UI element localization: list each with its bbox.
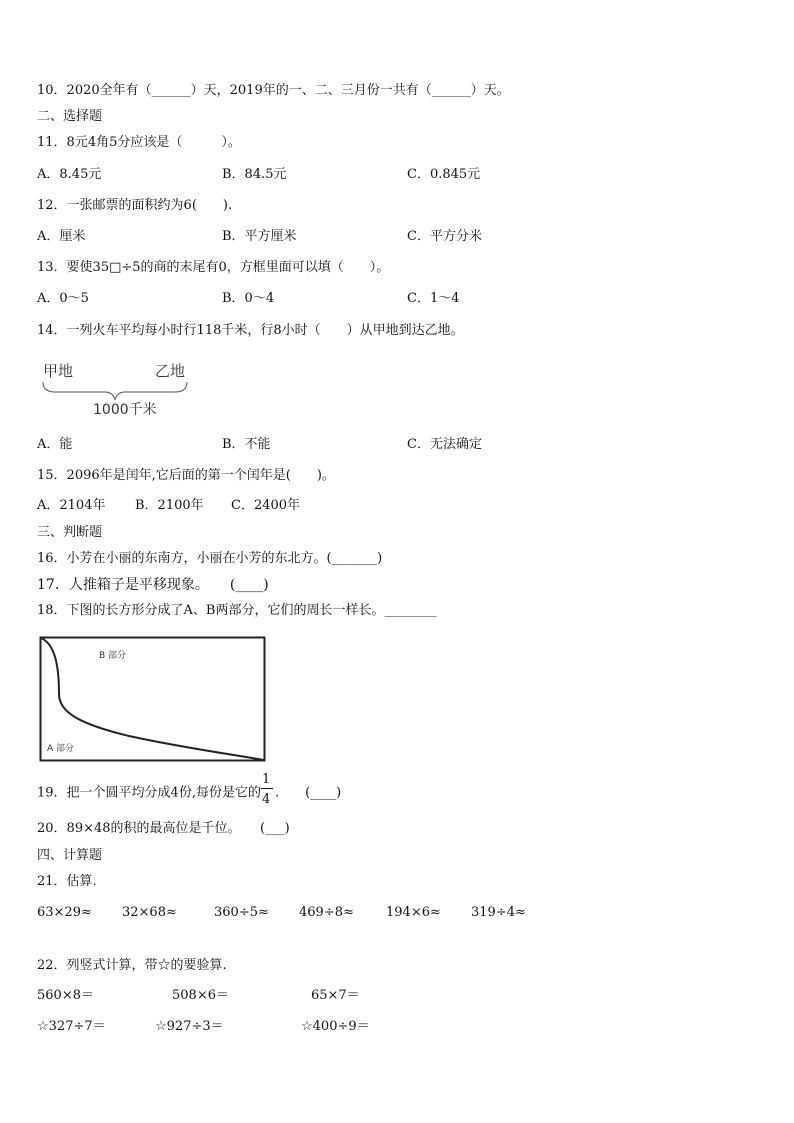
q14-option-c: C．无法确定 — [407, 437, 482, 452]
calc-item: 65×7＝ — [311, 988, 360, 1003]
question-22-stem: 22．列竖式计算，带☆的要验算. — [37, 958, 227, 973]
rectangle-figure — [39, 636, 267, 764]
question-20: 20．89×48的积的最高位是千位。 (___) — [37, 821, 290, 836]
q19-tail: . (____) — [274, 785, 342, 801]
part-a-label: A 部分 — [47, 744, 75, 754]
q11-option-c: C．0.845元 — [407, 167, 481, 182]
calc-item: ☆927÷3＝ — [155, 1019, 224, 1034]
section-judgment-heading: 三、判断题 — [37, 525, 103, 540]
part-b-label: B 部分 — [99, 651, 127, 661]
distance-label: 1000千米 — [93, 402, 157, 418]
fraction — [261, 772, 275, 807]
q13-option-a: A．0～5 — [37, 291, 89, 306]
start-location-label: 甲地 — [43, 362, 74, 380]
q12-option-c: C．平方分米 — [407, 229, 482, 244]
question-10: 10．2020全年有（______）天，2019年的一、二、三月份一共有（______）天。 — [37, 83, 510, 98]
question-11-stem: 11．8元4角5分应该是（ ）。 — [37, 135, 241, 150]
question-16: 16．小芳在小丽的东南方，小丽在小芳的东北方。(_______) — [37, 551, 383, 566]
calc-item: ☆400÷9＝ — [301, 1019, 370, 1034]
question-15-stem: 15．2096年是闰年,它后面的第一个闰年是( )。 — [37, 468, 335, 483]
calc-item: ☆327÷7＝ — [37, 1019, 106, 1034]
q13-option-c: C．1～4 — [407, 291, 460, 306]
q13-option-b: B．0～4 — [222, 291, 275, 306]
q12-option-b: B．平方厘米 — [222, 229, 297, 244]
estimate-item: 360÷5≈ — [214, 905, 269, 920]
fraction-denominator: 4 — [261, 792, 271, 807]
q11-option-a: A．8.45元 — [37, 167, 102, 182]
question-21-stem: 21．估算. — [37, 874, 97, 889]
estimate-item: 469÷8≈ — [299, 905, 354, 920]
fraction-numerator: 1 — [261, 772, 271, 787]
estimate-item: 63×29≈ — [37, 905, 92, 920]
estimate-item: 32×68≈ — [122, 905, 177, 920]
q19-text: 19．把一个圆平均分成4份,每份是它的 — [37, 785, 261, 801]
q14-option-b: B．不能 — [222, 437, 271, 452]
question-14-stem: 14．一列火车平均每小时行118千米，行8小时（ ）从甲地到达乙地。 — [37, 323, 464, 338]
question-18: 18．下图的长方形分成了A、B两部分，它们的周长一样长。________ — [37, 603, 437, 618]
estimate-item: 194×6≈ — [386, 905, 441, 920]
q15-option-a: A．2104年 — [37, 498, 106, 513]
fraction-bar — [261, 788, 273, 789]
rectangle-outline — [41, 638, 265, 761]
q11-option-b: B．84.5元 — [222, 167, 287, 182]
calc-item: 560×8＝ — [37, 988, 94, 1003]
section-calc-heading: 四、计算题 — [37, 848, 103, 863]
q15-option-c: C．2400年 — [231, 498, 301, 513]
distance-brace — [43, 382, 187, 400]
estimate-item: 319÷4≈ — [471, 905, 526, 920]
section-choice-heading: 二、选择题 — [37, 109, 103, 124]
question-13-stem: 13．要使35□÷5的商的末尾有0，方框里面可以填（ ）。 — [37, 260, 390, 275]
dividing-curve — [41, 638, 264, 760]
distance-diagram — [37, 358, 197, 420]
q14-option-a: A．能 — [37, 437, 73, 452]
end-location-label: 乙地 — [155, 362, 186, 380]
calc-item: 508×6＝ — [172, 988, 229, 1003]
question-12-stem: 12．一张邮票的面积约为6( ). — [37, 198, 233, 213]
question-19 — [37, 772, 342, 807]
question-17: 17．人推箱子是平移现象。 (____) — [37, 577, 269, 593]
q15-option-b: B．2100年 — [135, 498, 204, 513]
q12-option-a: A．厘米 — [37, 229, 86, 244]
